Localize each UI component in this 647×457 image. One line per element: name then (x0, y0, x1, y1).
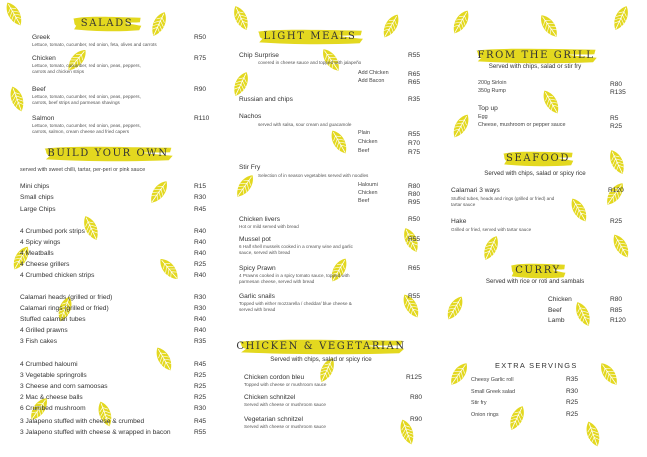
leaf-icon (6, 241, 36, 274)
menu-item-name: Egg (478, 114, 488, 120)
menu-item-name: Nachos (239, 113, 262, 120)
menu-item-price: R25 (610, 218, 623, 225)
menu-item-price: R55 (408, 236, 421, 243)
menu-item-price: R85 (610, 307, 623, 314)
build-subtitle: served with sweet chilli, tartar, per-peri or pink sauce (20, 167, 146, 173)
menu-item-name: Beef (32, 86, 46, 93)
leaf-icon (606, 229, 636, 262)
menu-item-desc: carrots, salmon, cream cheese and fried capers (32, 129, 130, 134)
menu-item-name: Lamb (548, 317, 565, 324)
menu-item-price: R135 (610, 89, 626, 96)
menu-item-desc: Grilled or fried, served with tartar sauce (451, 227, 532, 232)
menu-item-price: R90 (410, 416, 423, 423)
menu-item-price: R80 (410, 394, 423, 401)
menu-item-name: 4 Crumbed haloumi (20, 361, 78, 368)
menu-item-desc: served with salsa, sour cream and guacamole (258, 122, 352, 127)
leaf-icon (149, 342, 179, 375)
seafood-subtitle: Served with chips, salad or spicy rice (484, 170, 586, 177)
menu-item-name: Chicken (32, 55, 56, 62)
menu-item-price: R75 (194, 55, 207, 62)
light-meals-heading (256, 28, 364, 46)
menu-item-desc: Topped with cheese or mushroom sauce (244, 382, 327, 387)
menu-item-name: Greek (32, 34, 50, 41)
menu-item-name: Small Greek salad (471, 389, 516, 395)
menu-item-price: R30 (194, 405, 207, 412)
menu-item-price: R55 (194, 429, 207, 436)
option-name: Chicken (358, 139, 378, 145)
menu-item-name: Calamari 3 ways (451, 187, 500, 194)
option-price: R80 (408, 191, 421, 198)
build-title: BUILD YOUR OWN (47, 148, 169, 159)
leaf-icon (0, 0, 29, 31)
menu-item-name: Onion rings (471, 412, 499, 418)
option-name: Plain (358, 130, 370, 136)
option-price: R70 (408, 140, 421, 147)
menu-item-name: 350g Rump (478, 88, 506, 94)
menu-item-name: 4 Cheese grillers (20, 261, 70, 268)
menu-item-name: Cheesy Garlic roll (471, 377, 514, 383)
menu-item-desc: tartar sauce (451, 202, 476, 207)
menu-item-price: R50 (194, 34, 207, 41)
menu-item-name: Stir Fry (239, 164, 261, 171)
menu-item-name: Chicken cordon bleu (244, 374, 305, 381)
menu-item-price: R40 (194, 272, 207, 279)
leaf-icon (607, 2, 635, 35)
menu-item-name: 3 Jalapeno stuffed with cheese & crumbed (20, 418, 145, 425)
leaf-icon (503, 402, 531, 435)
menu-item-name: Stuffed calamari tubes (20, 316, 86, 323)
option-name: Chicken (358, 190, 378, 196)
menu-item-name: Spicy Prawn (239, 265, 276, 272)
menu-item-price: R25 (566, 411, 579, 418)
option-name: Beef (358, 148, 370, 154)
leaf-icon (536, 85, 566, 118)
salads-heading (72, 15, 142, 33)
menu-item-desc: sauce, served with bread (239, 250, 291, 255)
option-price: R75 (408, 149, 421, 156)
menu-item-price: R25 (194, 261, 207, 268)
grill-title: FROM THE GRILL (477, 50, 595, 61)
menu-item-price: R25 (194, 372, 207, 379)
leaf-icon (92, 398, 118, 430)
menu-item-name: Large Chips (20, 206, 56, 213)
option-price: R55 (408, 131, 421, 138)
menu-item-price: R125 (406, 374, 422, 381)
menu-item-price: R120 (608, 187, 624, 194)
menu-item-price: R55 (408, 52, 421, 59)
menu-item-desc: Lettuce, tomato, cucumber, red onion, peas, peppers, (32, 63, 141, 68)
menu-item-price: R30 (194, 194, 207, 201)
menu-item-name: Small chips (20, 194, 54, 201)
addon-name: Add Chicken (358, 70, 389, 76)
menu-item-price: R15 (194, 183, 207, 190)
leaf-icon (324, 125, 354, 158)
menu-item-price: R45 (194, 418, 207, 425)
menu-item-price: R80 (610, 81, 623, 88)
curry-title: CURRY (515, 265, 561, 276)
menu-item-desc: Selection of in season vegetables served with noodles (258, 173, 369, 178)
leaf-icon (230, 169, 261, 202)
menu-item-name: 3 Vegetable springrolls (20, 372, 87, 379)
chicken-vegetarian-heading (236, 338, 406, 356)
menu-item-price: R25 (610, 123, 623, 130)
menu-item-price: R80 (610, 296, 623, 303)
menu-item-price: R5 (610, 115, 619, 122)
build-your-own-heading (42, 145, 174, 163)
option-price: R95 (408, 199, 421, 206)
menu-item-name: 4 Meatballs (20, 250, 54, 257)
option-price: R80 (408, 183, 421, 190)
menu-item-name: 3 Fish cakes (20, 338, 58, 345)
menu-item-price: R50 (408, 216, 421, 223)
menu-item-price: R35 (194, 338, 207, 345)
menu-item-desc: Topped with either mozzarella / cheddar/ blue cheese & (239, 301, 352, 306)
menu-item-price: R35 (566, 376, 579, 383)
menu-item-price: R30 (566, 388, 579, 395)
menu-item-price: R45 (194, 361, 207, 368)
leaf-icon (477, 232, 505, 265)
menu-item-price: R40 (194, 327, 207, 334)
menu-item-name: Stir fry (471, 400, 487, 406)
menu-item-name: Calamari rings (grilled or fried) (20, 305, 109, 312)
option-name: Beef (358, 198, 370, 204)
chicken-title: CHICKEN & VEGETARIAN (236, 341, 406, 352)
menu-item-desc: served with bread (239, 307, 276, 312)
menu-item-desc: Served with cheese or mushroom sauce (244, 402, 326, 407)
menu-item-price: R110 (194, 115, 210, 122)
menu-item-name: 3 Jalapeno stuffed with cheese & wrapped in bacon (20, 429, 171, 436)
menu-item-price: R40 (194, 250, 207, 257)
menu-item-name: Garlic snails (239, 293, 275, 300)
addon-price: R65 (408, 71, 421, 78)
topup-label: Top up (478, 105, 498, 112)
leaf-icon (376, 9, 406, 42)
menu-item-name: Hake (451, 218, 467, 225)
menu-item-desc: Served with cheese or mushroom sauce (244, 424, 326, 429)
leaf-icon (594, 357, 625, 390)
leaf-icon (227, 2, 255, 35)
menu-item-desc: Hot or mild served with bread (239, 224, 299, 229)
menu-item-price: R120 (610, 317, 626, 324)
grill-subtitle: Served with chips, salad or stir fry (488, 63, 582, 70)
menu-item-name: Calamari heads (grilled or fried) (20, 294, 113, 301)
seafood-title: SEAFOOD (506, 153, 570, 164)
menu-item-price: R55 (408, 293, 421, 300)
menu-item-name: 4 Grilled prawns (20, 327, 68, 334)
menu-item-name: Chicken livers (239, 216, 281, 223)
leaf-icon (564, 193, 594, 226)
leaf-icon (446, 109, 476, 142)
menu-item-name: Cheese, mushroom or pepper sauce (478, 122, 566, 128)
menu-item-name: 200g Sirloin (478, 80, 507, 86)
menu-item-price: R40 (194, 316, 207, 323)
menu-item-desc: Lettuce, tomato, cucumber, red onion, peas, peppers, (32, 94, 141, 99)
menu-item-name: 6 Crumbed mushroom (20, 405, 86, 412)
leaf-icon (446, 5, 476, 38)
menu-item-price: R90 (194, 86, 207, 93)
menu-item-price: R25 (194, 383, 207, 390)
menu-item-price: R30 (194, 305, 207, 312)
menu-item-desc: Stuffed tubes, heads and rings (grilled or fried) and (451, 196, 555, 201)
leaf-icon (580, 418, 606, 450)
menu-item-price: R65 (408, 265, 421, 272)
addon-name: Add Bacon (358, 78, 385, 84)
menu-item-price: R45 (194, 206, 207, 213)
menu-item-price: R25 (566, 399, 579, 406)
leaf-icon (145, 8, 173, 41)
menu-item-name: Chip Surprise (239, 52, 279, 59)
menu-item-desc: 6 Half shell mussels cooked in a creamy wine and garlic (239, 244, 353, 249)
seafood-heading (502, 150, 574, 168)
menu-item-name: Vegetarian schnitzel (244, 416, 304, 423)
menu-item-desc: Lettuce, tomato, cucumber, red onion, feta, olives and carrots (32, 42, 157, 47)
menu-item-name: Mini chips (20, 183, 50, 190)
menu-item-desc: covered in cheese sauce and topped with jalapeño (258, 60, 362, 65)
chicken-subtitle: Served with chips, salad or spicy rice (270, 356, 372, 363)
leaf-icon (4, 83, 30, 115)
menu-item-name: Russian and chips (239, 96, 293, 103)
menu-item-desc: carrots, beef strips and parmesan shavings (32, 100, 120, 105)
menu-item-name: Chicken (548, 296, 572, 303)
menu-item-desc: Lettuce, tomato, cucumber, red onion, peas, peppers, (32, 123, 141, 128)
menu-item-name: 3 Cheese and corn samoosas (20, 383, 108, 390)
leaf-icon (324, 253, 354, 286)
salads-title: SALADS (80, 18, 134, 29)
menu-item-name: 2 Mac & cheese balls (20, 394, 83, 401)
leaf-icon (444, 357, 475, 390)
option-name: Haloumi (358, 182, 378, 188)
leaf-icon (534, 9, 565, 42)
menu-item-price: R40 (194, 239, 207, 246)
menu-item-name: Salmon (32, 115, 55, 122)
leaf-icon (144, 175, 175, 208)
menu-item-price: R30 (194, 294, 207, 301)
menu-item-name: 4 Crumbed chicken strips (20, 272, 95, 279)
leaf-icon (569, 298, 597, 331)
menu-item-name: 4 Spicy wings (20, 239, 61, 246)
curry-subtitle: Served with rice or roti and sambals (485, 278, 585, 285)
menu-item-price: R35 (408, 96, 421, 103)
menu-item-desc: parmesan cheese, served with bread (239, 279, 315, 284)
extra-servings-heading: EXTRA SERVINGS (495, 361, 578, 370)
leaf-icon (153, 252, 185, 285)
menu-item-name: Chicken schnitzel (244, 394, 296, 401)
menu-item-desc: carrots and chicken strips (32, 69, 85, 74)
menu-item-name: 4 Crumbed pork strips (20, 228, 85, 235)
menu-item-name: Beef (548, 307, 562, 314)
menu-item-price: R25 (194, 394, 207, 401)
light-title: LIGHT MEALS (263, 31, 357, 42)
menu-item-name: Mussel pot (239, 236, 271, 243)
leaf-icon (440, 291, 470, 324)
menu-item-desc: 4 Prawns cooked in a spicy tomato sauce, topped with (239, 273, 350, 278)
addon-price: R65 (408, 79, 421, 86)
menu-item-price: R40 (194, 228, 207, 235)
